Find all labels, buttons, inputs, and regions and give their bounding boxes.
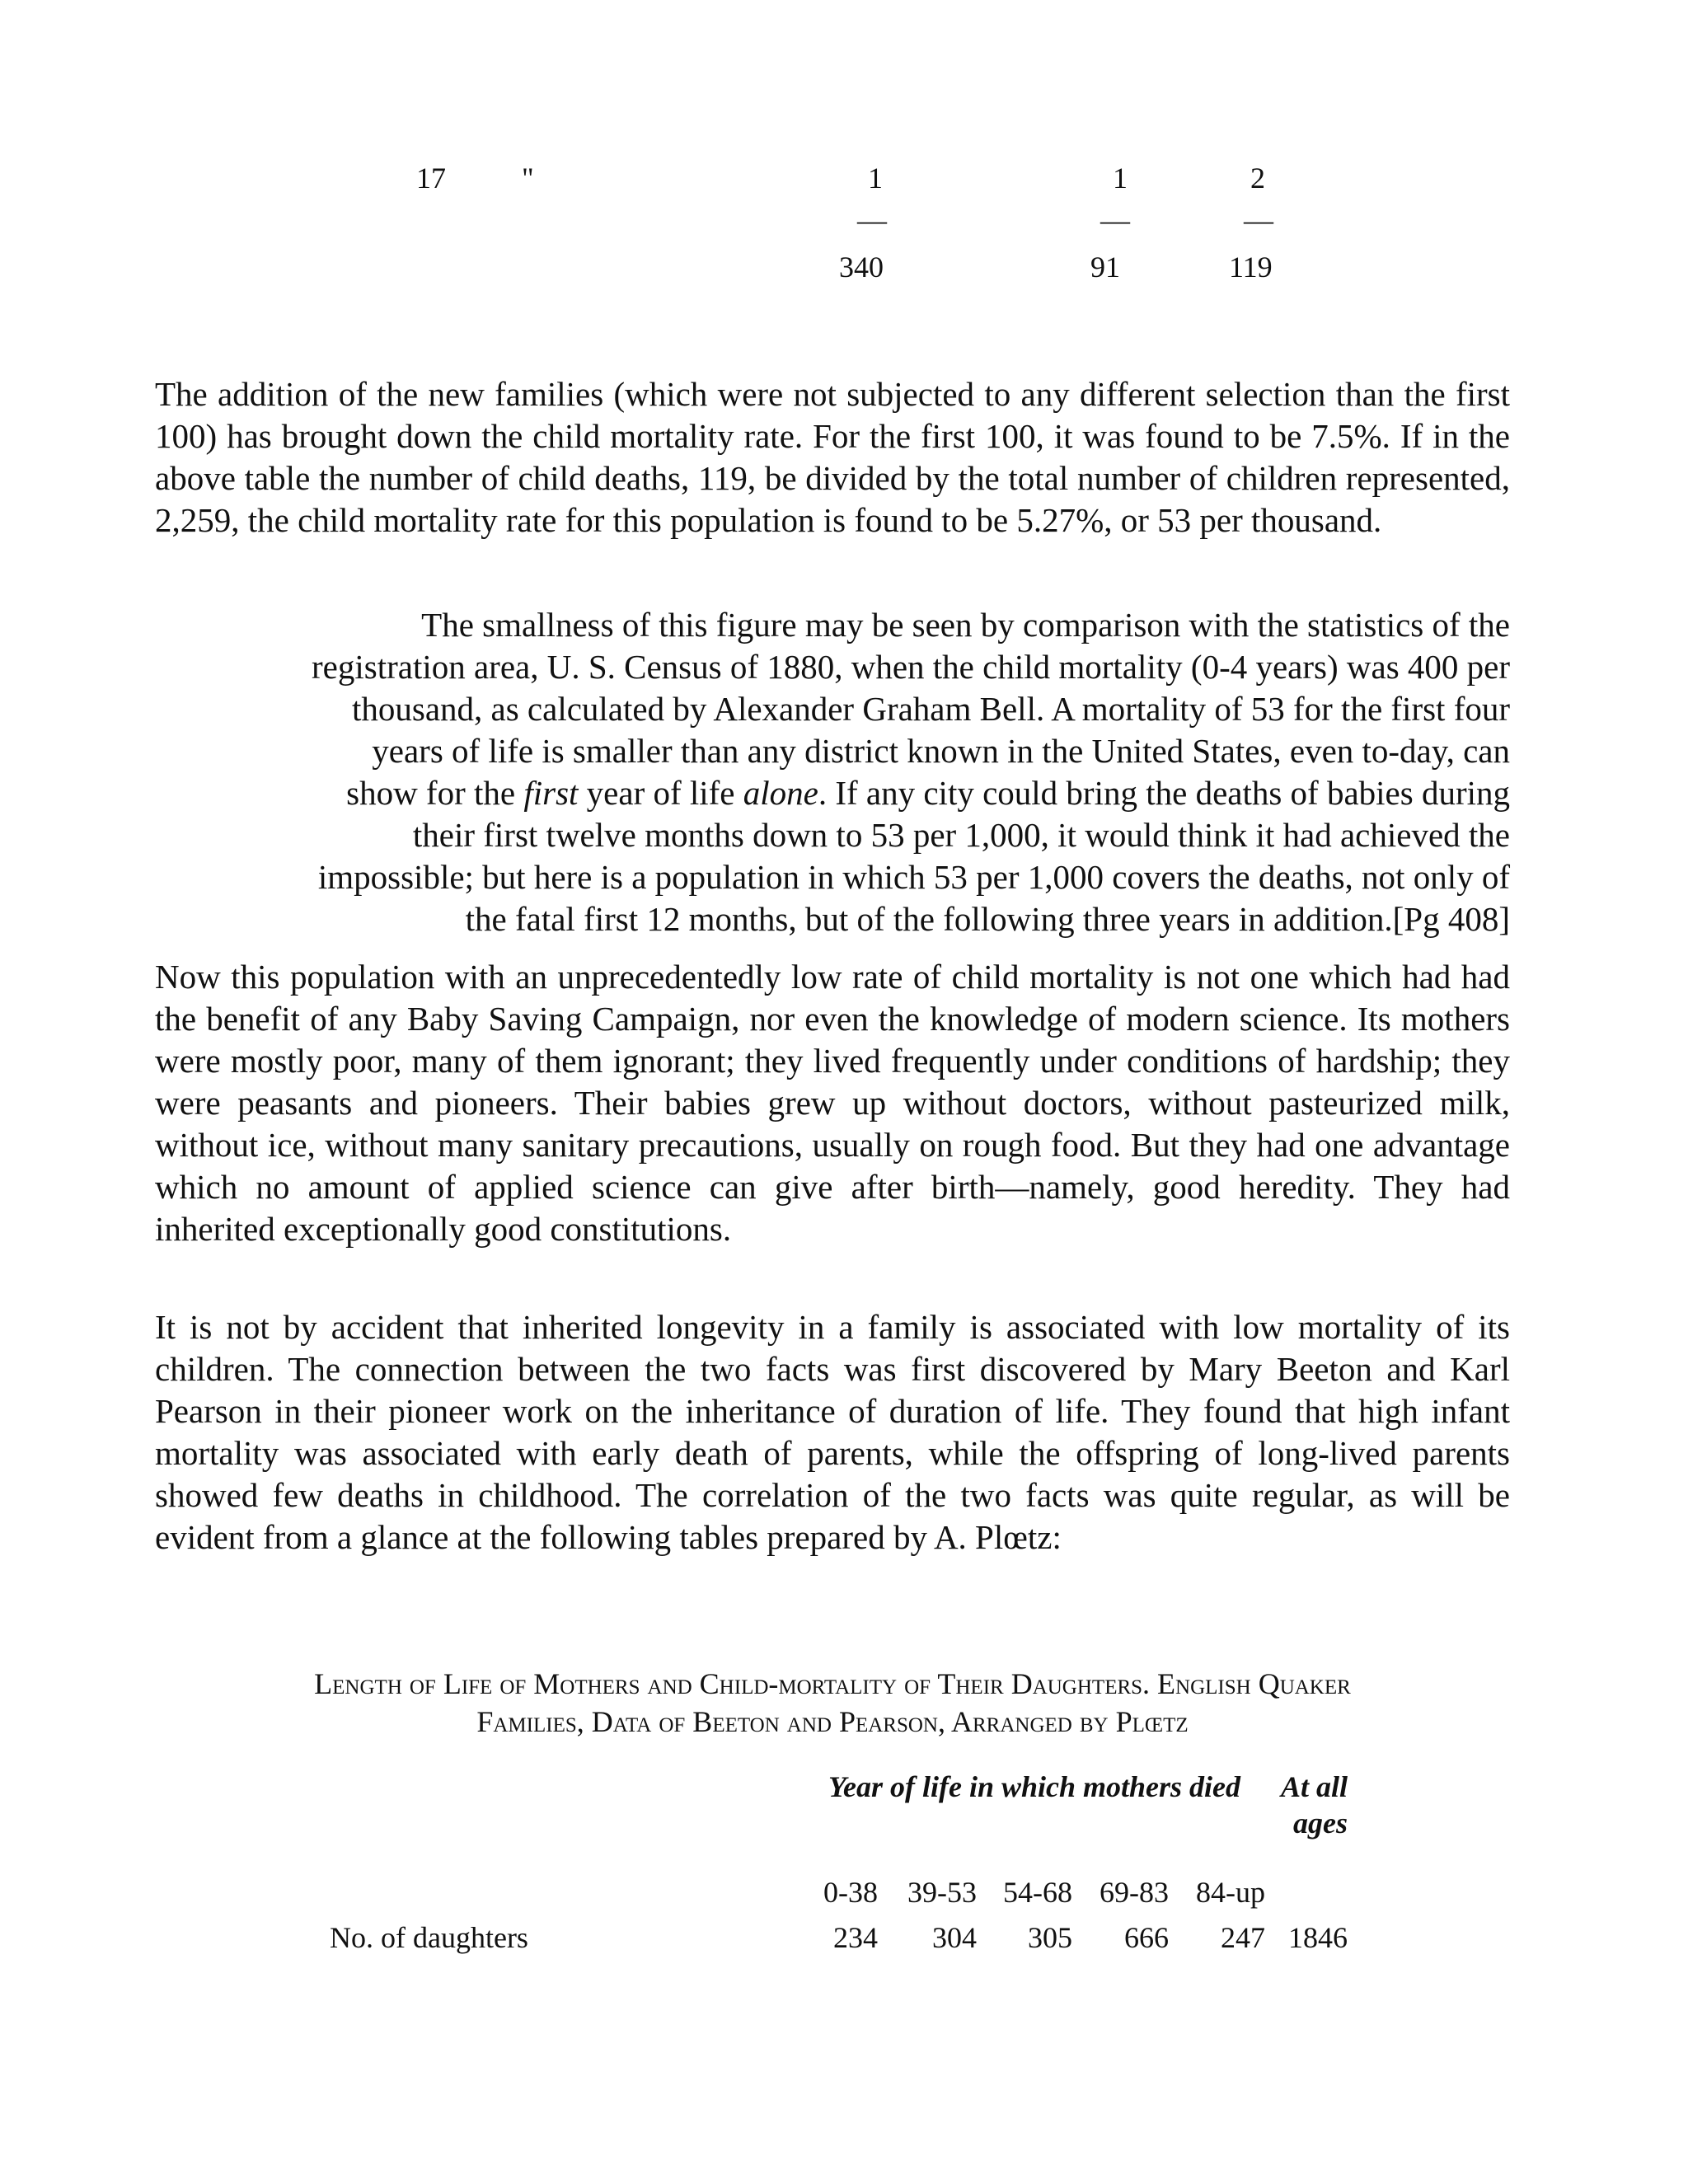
table-cell: 304 — [932, 1921, 977, 1954]
paragraph-2 — [155, 604, 1510, 940]
numerator-2: 1 — [1113, 162, 1128, 194]
caption-line-2: Families, Data of Beeton and Pearson, Arranged by Plœtz — [476, 1705, 1189, 1738]
table-cell: 305 — [1028, 1921, 1072, 1954]
col-39-53: 39-53 — [907, 1876, 977, 1909]
header-year-of-life: Year of life in which mothers died — [828, 1770, 1241, 1803]
fraction-dash-2: — — [1100, 204, 1130, 237]
row-label: 17 — [416, 162, 446, 194]
denominator-2: 91 — [1090, 251, 1120, 284]
paragraph-2-line-3: thousand, as calculated by Alexander Graham Bell. A mortality of 53 for the first four — [351, 690, 1510, 728]
table-cell: 1846 — [1288, 1921, 1348, 1954]
numerator-3: 2 — [1250, 162, 1265, 194]
table-cell: 247 — [1221, 1921, 1265, 1954]
paragraph-1: The addition of the new families (which were not subjected to any different selection than the first 100) has brought down the child mortality rate. For the first 100, it was found to be 7.5%. If in the above table the number of child deaths, 119, be divided by the total number of children represented, 2,259, the child mortality rate for this population is found to be 5.27%, or 53 per thousand. — [155, 375, 1510, 539]
paragraph-2-line-7: impossible; but here is a population in which 53 per 1,000 covers the deaths, not only of — [317, 858, 1510, 896]
paragraph-4: It is not by accident that inherited longevity in a family is associated with low mortality of its children. The connection between the two facts was first discovered by Mary Beeton and Karl Pearson in their pioneer work on the inheritance of duration of life. They found that high infant mortality was associated with early death of parents, while the offspring of long-lived parents showed few deaths in childhood. The correlation of the two facts was quite regular, as will be evident from a glance at the following tables prepared by A. Plœtz: — [155, 1308, 1510, 1556]
paragraph-2-line-5: show for the first year of life alone. If any city could bring the deaths of babies during — [346, 774, 1510, 812]
fraction-dash-1: — — [857, 204, 887, 237]
paragraph-2-line-6: their first twelve months down to 53 per 1,000, it would think it had achieved the — [412, 816, 1510, 854]
table-caption — [155, 1665, 1510, 1741]
header-all-ages: At all ages — [1280, 1770, 1348, 1840]
col-69-83: 69-83 — [1100, 1876, 1169, 1909]
caption-line-1: Length of Life of Mothers and Child-mortality of Their Daughters. English Quaker — [314, 1667, 1351, 1700]
paragraph-2-line-8: the fatal first 12 months, but of the following three years in addition.[Pg 408] — [465, 900, 1510, 938]
col-54-68: 54-68 — [1003, 1876, 1072, 1909]
denominator-1: 340 — [839, 251, 884, 284]
ditto-mark: " — [522, 162, 534, 194]
paragraph-3: Now this population with an unprecedentedly low rate of child mortality is not one which had had the benefit of any Baby Saving Campaign, nor even the knowledge of modern science. Its mothers were mostly poor, many of them ignorant; they lived frequently under conditions of hardship; they were peasants and pioneers. Their babies grew up without doctors, without pasteurized milk, without ice, without many sanitary precautions, usually on rough food. But they had one advantage which no amount of applied science can give after birth—namely, good heredity. They had inherited exceptionally good constitutions. — [155, 958, 1510, 1248]
table-cell: 234 — [833, 1921, 878, 1954]
row-label-daughters: No. of daughters — [330, 1921, 528, 1954]
fraction-dash-3: — — [1244, 204, 1273, 237]
paragraph-2-line-1: The smallness of this figure may be seen by comparison with the statistics of the — [421, 606, 1510, 644]
paragraph-2-line-2: registration area, U. S. Census of 1880, when the child mortality (0-4 years) was 400 per — [312, 648, 1510, 686]
col-84-up: 84-up — [1196, 1876, 1265, 1909]
col-0-38: 0-38 — [823, 1876, 878, 1909]
paragraph-2-line-4: years of life is smaller than any district known in the United States, even to-day, can — [372, 732, 1510, 770]
numerator-1: 1 — [868, 162, 883, 194]
denominator-3: 119 — [1229, 251, 1273, 284]
table-cell: 666 — [1124, 1921, 1169, 1954]
